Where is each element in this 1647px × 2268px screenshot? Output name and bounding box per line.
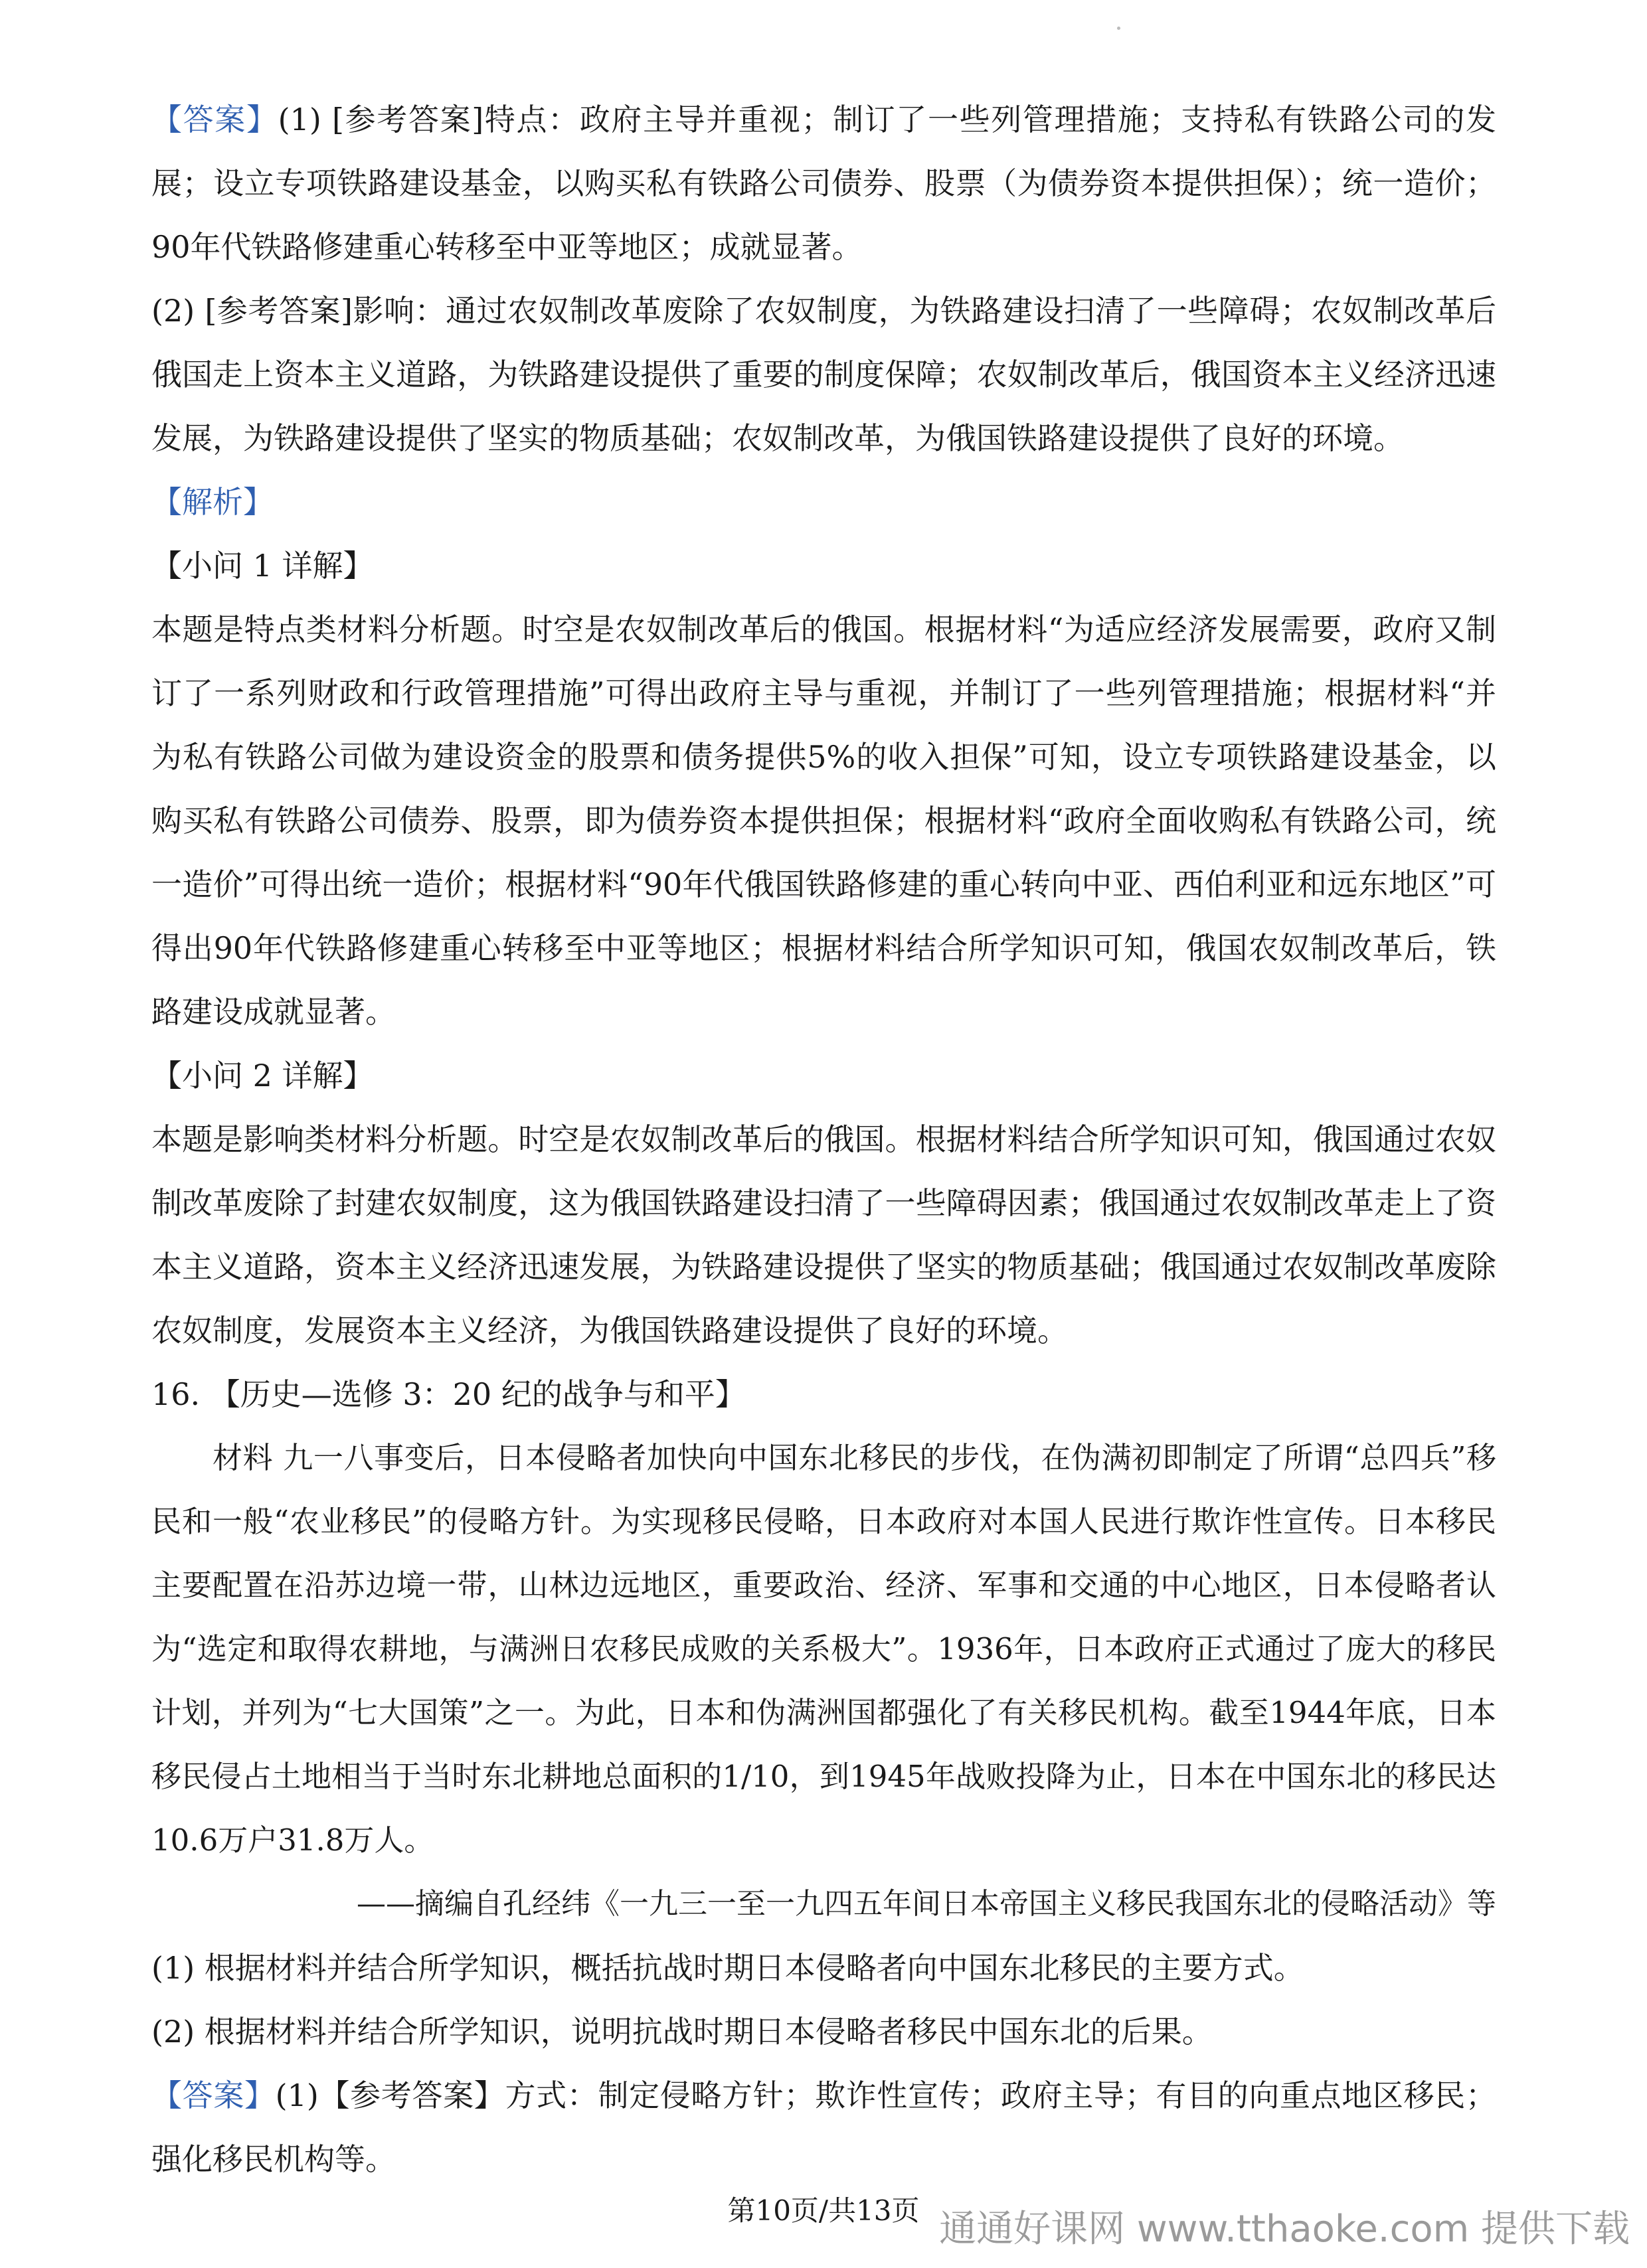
- question-16-q1: (1) 根据材料并结合所学知识，概括抗战时期日本侵略者向中国东北移民的主要方式。: [151, 1950, 1304, 1986]
- sub-question-1-title: 【小问 1 详解】: [151, 548, 374, 584]
- scan-speck: [1117, 27, 1120, 30]
- answer-16-part1: [151, 2064, 1496, 2191]
- sub-question-2-title: 【小问 2 详解】: [151, 1058, 374, 1094]
- answer-15-part1: [151, 88, 1496, 279]
- sub-question-2-text: 本题是影响类材料分析题。时空是农奴制改革后的俄国。根据材料结合所学知识可知，俄国通过农奴制改革废除了封建农奴制度，这为俄国铁路建设扫清了一些障碍因素；俄国通过农奴制改革走上了资本主义道路，资本主义经济迅速发展，为铁路建设提供了坚实的物质基础；俄国通过农奴制改革废除农奴制度，发展资本主义经济，为俄国铁路建设提供了良好的环境。: [151, 1121, 1496, 1348]
- question-16-title: 16. 【历史—选修 3：20 纪的战争与和平】: [151, 1376, 746, 1412]
- answer-text: (1)【参考答案】方式：制定侵略方针；欺诈性宣传；政府主导；有目的向重点地区移民；强化移民机构等。: [151, 2077, 1496, 2177]
- material-source: ——摘编自孔经纬《一九三一至一九四五年间日本帝国主义移民我国东北的侵略活动》等: [357, 1887, 1496, 1921]
- answer-text: (1) [参考答案]特点：政府主导并重视；制订了一些列管理措施；支持私有铁路公司的发展；设立专项铁路建设基金，以购买私有铁路公司债券、股票（为债券资本提供担保）；统一造价；90年代铁路修建重心转移至中亚等地区；成就显著。: [151, 102, 1496, 265]
- answer-15-part2: (2) [参考答案]影响：通过农奴制改革废除了农奴制度，为铁路建设扫清了一些障碍；农奴制改革后俄国走上资本主义道路，为铁路建设提供了重要的制度保障；农奴制改革后，俄国资本主义经济迅速发展，为铁路建设提供了坚实的物质基础；农奴制改革，为俄国铁路建设提供了良好的环境。: [151, 293, 1496, 456]
- page-content: [151, 88, 1496, 2191]
- watermark-text: 通通好课网 www.tthaoke.com 提供下载: [939, 2208, 1630, 2251]
- question-16-material: 材料 九一八事变后，日本侵略者加快向中国东北移民的步伐，在伪满初即制定了所谓“总四兵”移民和一般“农业移民”的侵略方针。为实现移民侵略，日本政府对本国人民进行欺诈性宣传。日本移民主要配置在沿苏边境一带，山林边远地区，重要政治、经济、军事和交通的中心地区，日本侵略者认为“选定和取得农耕地，与满洲日农移民成败的关系极大”。1936年，日本政府正式通过了庞大的移民计划，并列为“七大国策”之一。为此，日本和伪满洲国都强化了有关移民机构。截至1944年底，日本移民侵占土地相当于当时东北耕地总面积的1/10，到1945年战败投降为止，日本在中国东北的移民达10.6万户31.8万人。: [151, 1440, 1496, 1858]
- page-number: 第10页/共13页: [727, 2194, 920, 2227]
- question-16-q2: (2) 根据材料并结合所学知识，说明抗战时期日本侵略者移民中国东北的后果。: [151, 2014, 1213, 2050]
- analysis-tag: 【解析】: [151, 484, 274, 520]
- sub-question-1-text: 本题是特点类材料分析题。时空是农奴制改革后的俄国。根据材料“为适应经济发展需要，政府又制订了一系列财政和行政管理措施”可得出政府主导与重视，并制订了一些列管理措施；根据材料“并为私有铁路公司做为建设资金的股票和债务提供5%的收入担保”可知，设立专项铁路建设基金，以购买私有铁路公司债券、股票，即为债券资本提供担保；根据材料“政府全面收购私有铁路公司，统一造价”可得出统一造价；根据材料“90年代俄国铁路修建的重心转向中亚、西伯利亚和远东地区”可得出90年代铁路修建重心转移至中亚等地区；根据材料结合所学知识可知，俄国农奴制改革后，铁路建设成就显著。: [151, 611, 1496, 1030]
- answer-tag: 【答案】: [151, 102, 278, 137]
- answer-tag: 【答案】: [151, 2077, 276, 2113]
